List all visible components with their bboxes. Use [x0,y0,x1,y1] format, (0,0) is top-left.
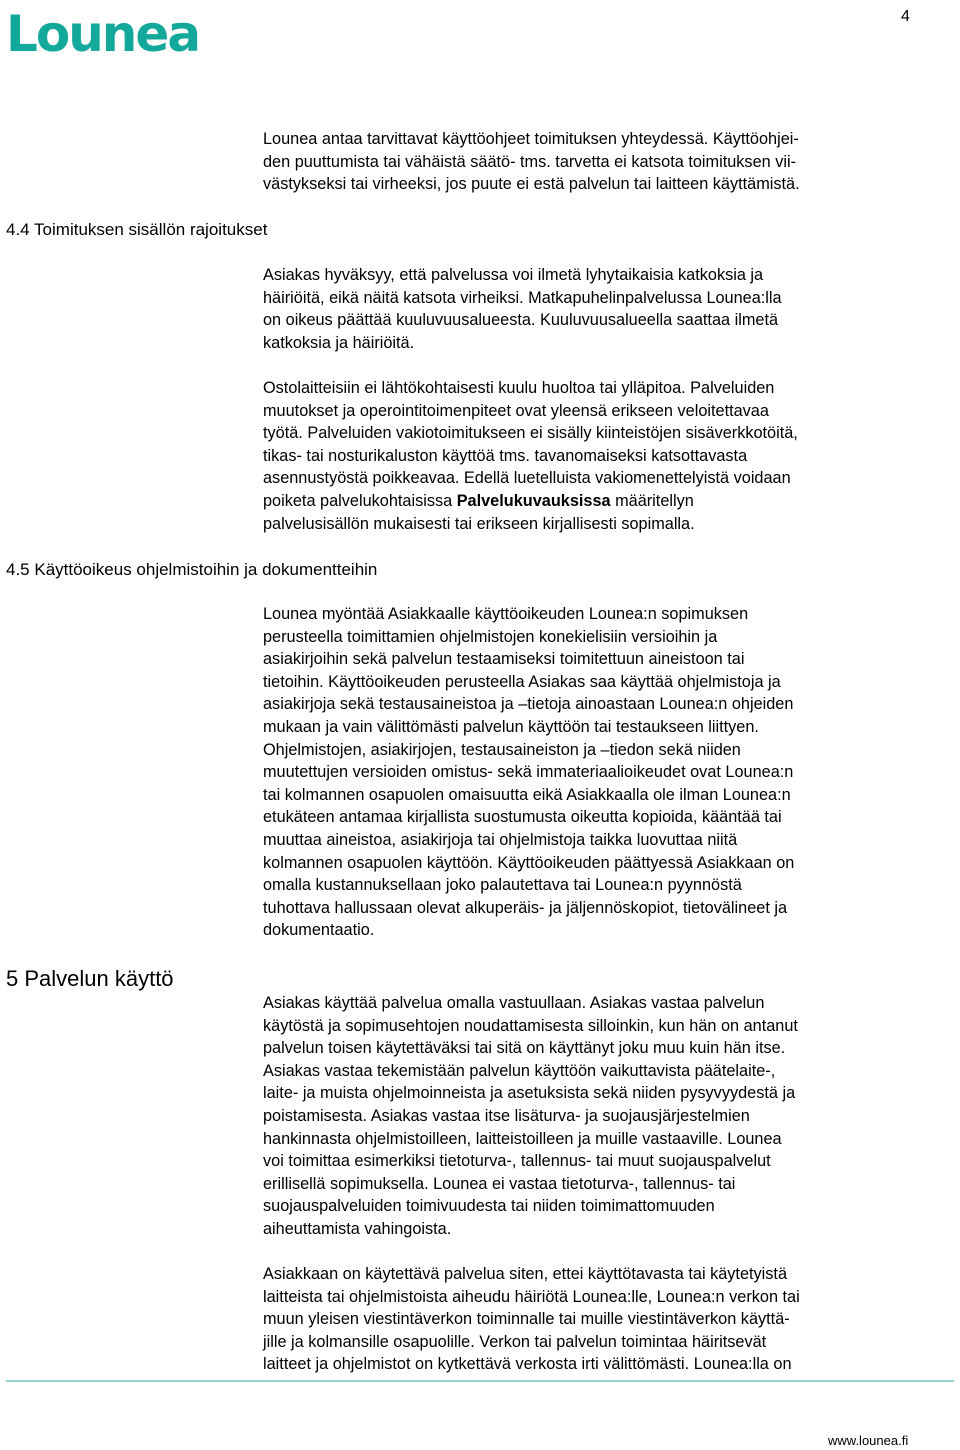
paragraph-line: Asiakas hyväksyy, että palvelussa voi ilmetä lyhytaikaisia katkoksia ja [263,266,764,284]
paragraph-line: Ohjelmistojen, asiakirjojen, testausaineiston ja –tiedon sekä niiden [263,740,741,759]
paragraph-line: laite- ja muista ohjelmoinneista ja asetuksista sekä niiden pysyvyydestä ja [263,1084,796,1103]
section-5-paragraph-1 [263,992,923,1241]
section-heading-5: 5 Palvelun käyttö [6,966,174,991]
paragraph-line: mukaan ja vain välittömästi palvelun käyttöön tai testaukseen liittyen. [263,717,759,736]
paragraph-line: etukäteen antamaa kirjallista suostumusta oikeutta kopioida, kääntää tai [263,808,782,827]
paragraph-line: jille ja kolmansille osapuolille. Verkon tai palvelun toimintaa häiritsevät [263,1332,767,1351]
bold-reference-line: poiketa palvelukohtaisissa Palvelukuvauksissa määritellyn [263,491,694,510]
paragraph-line: kolmannen osapuolen käyttöön. Käyttöoikeuden päättyessä Asiakkaan on [263,853,795,872]
paragraph-line: Asiakas käyttää palvelua omalla vastuullaan. Asiakas vastaa palvelun [263,994,765,1012]
footer-rule [6,1380,954,1382]
palvelukuvauksissa-term: Palvelukuvauksissa [456,491,611,510]
section-4-4-paragraph-1 [263,264,923,354]
paragraph-line: aiheuttamista vahingoista. [263,1219,452,1238]
paragraph-line: Asiakas vastaa tekemistään palvelun käyttöön vaikuttavista päätelaite-, [263,1061,776,1080]
page-number: 4 [901,8,910,25]
paragraph-line: västykseksi tai virheeksi, jos puute ei estä palvelun tai laitteen käyttämistä. [263,175,800,194]
footer-url: www.lounea.fi [828,1433,909,1448]
paragraph-line: palvelun toisen käytettäväksi tai sitä on käyttänyt joku muu kuin hän itse. [263,1039,786,1058]
paragraph-line: Asiakkaan on käytettävä palvelua siten, ettei käyttötavasta tai käytetyistä [263,1265,788,1283]
section-heading-4-5: 4.5 Käyttöoikeus ohjelmistoihin ja dokumentteihin [6,560,378,579]
paragraph-line: muutettujen versioiden omistus- sekä immateriaalioikeudet ovat Lounea:n [263,763,794,782]
paragraph-line: asennustyöstä poikkeavaa. Edellä luetelluista vakiomenettelyistä voidaan [263,469,791,488]
section-5-paragraph-2 [263,1263,923,1376]
paragraph-line: asiakirjoja sekä testausaineistoa ja –tietoja ainoastaan Lounea:n ohjeiden [263,695,794,714]
paragraph-line: omalla kustannuksellaan joko palautettava tai Lounea:n pyynnöstä [263,876,742,895]
paragraph-line: den puuttumista tai vähäistä säätö- tms. tarvetta ei katsota toimituksen vii- [263,152,797,171]
paragraph-line: laitteet ja ohjelmistot on kytkettävä verkosta irti välittömästi. Lounea:lla on [263,1355,792,1374]
paragraph-line: asiakirjoihin sekä palvelun testaamiseksi toimitettuun aineistoon tai [263,650,745,669]
paragraph-line: häiriöitä, eikä näitä katsota virheiksi. Matkapuhelinpalvelussa Lounea:lla [263,288,782,307]
paragraph-line: tai kolmannen osapuolen omaisuutta eikä Asiakkaalla ole ilman Lounea:n [263,785,791,804]
paragraph-line: laitteista tai ohjelmistoista aiheudu häiriötä Lounea:lle, Lounea:n verkon tai [263,1287,800,1306]
paragraph-line: tikas- tai nosturikaluston käyttöä tms. tavanomaiseksi katsottavasta [263,446,748,465]
paragraph-line: poistamisesta. Asiakas vastaa itse lisäturva- ja suojausjärjestelmien [263,1106,750,1125]
section-4-4-paragraph-2 [263,377,923,535]
paragraph-line: hankinnasta ohjelmistoilleen, laitteistoilleen ja muille vastaaville. Lounea [263,1129,782,1148]
paragraph-line: tuhottava hallussaan olevat alkuperäis- ja jäljennöskopiot, tietovälineet ja [263,898,788,917]
paragraph-line: on oikeus päättää kuuluvuusalueesta. Kuuluvuusalueella saattaa ilmetä [263,311,779,330]
paragraph-line: muuttaa aineistoa, asiakirjoja tai ohjelmistoja taikka luovuttaa niitä [263,830,738,849]
paragraph-line: voi toimittaa esimerkiksi tietoturva-, tallennus- tai muut suojauspalvelut [263,1152,771,1171]
paragraph-line: erillisellä sopimuksella. Lounea ei vastaa tietoturva-, tallennus- tai [263,1174,736,1193]
intro-paragraph [263,128,923,196]
section-heading-4-4: 4.4 Toimituksen sisällön rajoitukset [6,220,268,239]
paragraph-line: muutokset ja operointitoimenpiteet ovat yleensä erikseen veloitettavaa [263,401,769,420]
paragraph-line: katkoksia ja häiriöitä. [263,333,415,352]
paragraph-line: työtä. Palveluiden vakiotoimitukseen ei sisälly kiinteistöjen sisäverkkotöitä, [263,424,798,443]
lounea-logo: Lounea [6,5,200,63]
paragraph-line: käytöstä ja sopimusehtojen noudattamisesta silloinkin, kun hän on antanut [263,1016,798,1035]
paragraph-line: dokumentaatio. [263,921,375,940]
paragraph-line: perusteella toimittamien ohjelmistojen konekielisiin versioihin ja [263,627,718,646]
paragraph-line: muun yleisen viestintäverkon toiminnalle tai muille viestintäverkon käyttä- [263,1310,790,1329]
paragraph-line: Ostolaitteisiin ei lähtökohtaisesti kuulu huoltoa tai ylläpitoa. Palveluiden [263,379,775,397]
paragraph-line: suojauspalveluiden toimivuudesta tai niiden toimimattomuuden [263,1197,715,1216]
paragraph-line: Lounea antaa tarvittavat käyttöohjeet toimituksen yhteydessä. Käyttöohjei- [263,130,799,148]
paragraph-line: tietoihin. Käyttöoikeuden perusteella Asiakas saa käyttää ohjelmistoja ja [263,672,781,691]
section-4-5-paragraph [263,603,923,942]
paragraph-line: palvelusisällön mukaisesti tai erikseen kirjallisesti sopimalla. [263,514,695,533]
paragraph-line: Lounea myöntää Asiakkaalle käyttöoikeuden Lounea:n sopimuksen [263,605,749,623]
